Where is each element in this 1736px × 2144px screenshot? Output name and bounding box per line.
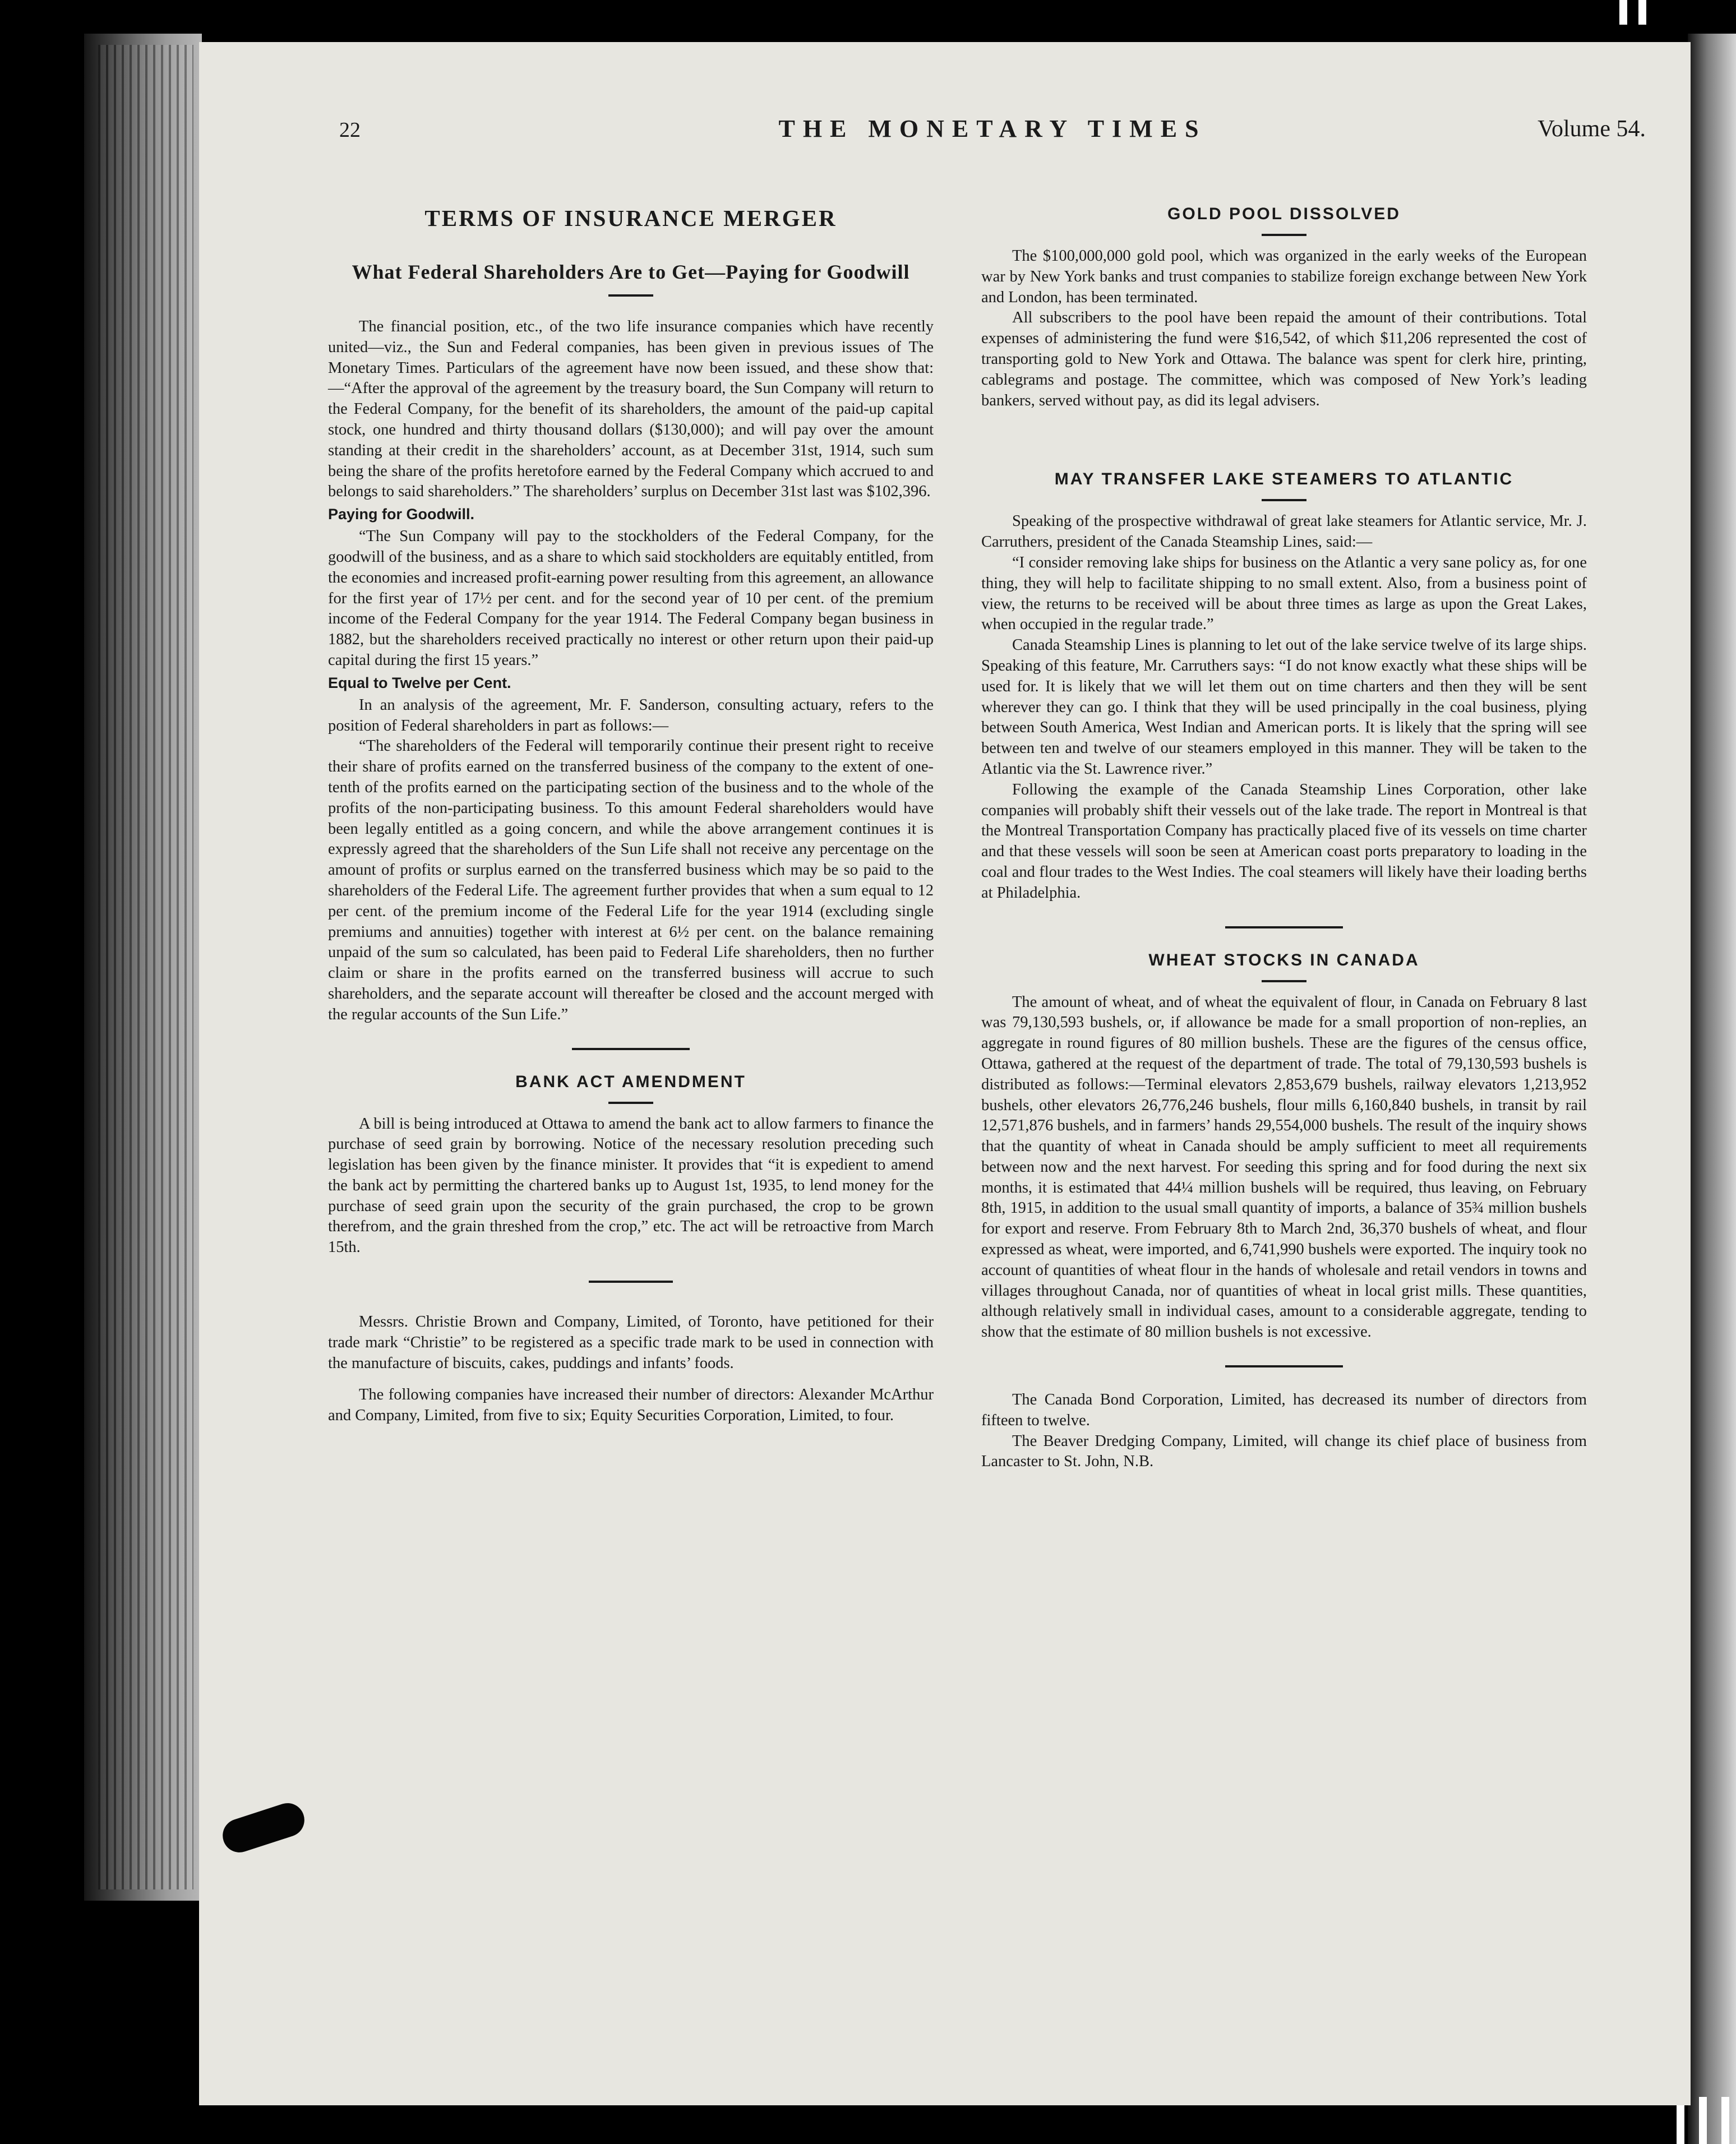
twelve-per-cent-subheading: Equal to Twelve per Cent. — [328, 674, 511, 691]
bank-act-paragraph: A bill is being introduced at Ottawa to amend the bank act to allow farmers to finance the purchase of seed grain by borrowing. Notice of the necessary resolution preceding such legislation has been given by the finance minister. It provides that “it is expedient to amend the bank act by permitting the chartered banks up to August 1st, 1935, to lend money for the purchase of seed grain upon the security of the grain purchased, the crop to be grown therefrom, and the grain threshed from the crop,” etc. The act will be retroactive from March 15th. — [328, 1115, 934, 1256]
lake-steamers-paragraph-3: Canada Steamship Lines is planning to let out of the lake service twelve of its large ships. Speaking of this feature, Mr. Carruthers says: “I do not know exactly what these ships will be used for. It is likely that we will let them out on time charters and then they will be sent wherever they can go. I think that they will be used principally in the coal business, plying between South America, West Indian and American ports. It is likely that the spring will see between ten and twelve of our steamers employed in this manner. They will be taken to the Atlantic via the St. Lawrence river.” — [981, 636, 1587, 778]
page-header — [339, 115, 1646, 151]
section-divider — [1262, 980, 1306, 982]
lake-steamers-paragraph-4: Following the example of the Canada Steamship Lines Corporation, other lake companies will probably shift their vessels out of the lake trade. The report in Montreal is that the Montreal Transportation Company has practically placed five of its vessels on time charter and that these vessels will soon be seen at American coast ports preparatory to loading in the coal and flour trades to the West Indies. The coal steamers will likely have their loading berths at Philadelphia. — [981, 780, 1587, 902]
section-divider — [1262, 234, 1306, 236]
film-marker-top-2 — [1638, 0, 1646, 25]
section-divider — [1262, 499, 1306, 501]
film-marker-bottom-3 — [1721, 2097, 1729, 2144]
film-marker-top-1 — [1619, 0, 1627, 25]
facing-page-edge — [1688, 34, 1736, 2144]
section-divider — [1225, 1365, 1343, 1367]
goodwill-subheading: Paying for Goodwill. — [328, 506, 475, 523]
insurance-merger-subtitle: What Federal Shareholders Are to Get—Paying for Goodwill — [352, 261, 910, 283]
bank-act-title: BANK ACT AMENDMENT — [515, 1072, 746, 1091]
lake-steamers-title: MAY TRANSFER LAKE STEAMERS TO ATLANTIC — [1054, 470, 1514, 489]
volume-label: Volume 54. — [1538, 116, 1646, 142]
wheat-stocks-paragraph: The amount of wheat, and of wheat the equivalent of flour, in Canada on February 8 last was 79,130,593 bushels, or, if allowance be made for a small proportion of non-replies, an aggregate in round figures of 80 million bushels. These are the figures of the census office, Ottawa, gathered at the request of the department of trade. The total of 79,130,593 bushels is distributed as follows:—Terminal elevators 2,853,679 bushels, railway elevators 1,213,952 bushels, other elevators 26,776,246 bushels, flour mills 6,160,840 bushels, in transit by rail 12,571,876 bushels, and in farmers’ hands 29,554,000 bushels. The result of the inquiry shows that the quantity of wheat in Canada should be amply sufficient to meet all requirements between now and the next harvest. For seeding this spring and for food during the next six months, it is estimated that 44¼ million bushels will be required, thus leaving, on February 8th, 1915, in addition to the usual small quantity of imports, a balance of 35¾ million bushels for export and reserve. From February 8th to March 2nd, 36,370 bushels of wheat, and flour expressed as wheat, were imported, and 6,741,990 bushels were exported. The inquiry took no account of quantities of wheat flour in the hands of wholesale and retail vendors in towns and villages throughout Canada, nor of quantities of wheat in local grist mills. These quantities, although relatively small in individual cases, amount to a considerable aggregate, tending to show that the estimate of 80 million bushels is not excessive. — [981, 993, 1587, 1341]
film-marker-bottom-2 — [1699, 2097, 1707, 2144]
merger-paragraph-1: The financial position, etc., of the two life insurance companies which have recently united—viz., the Sun and Federal companies, has been given in previous issues of The Monetary Times. Particulars of the agreement have now been issued, and these show that:—“After the approval of the agreement by the treasury board, the Sun Company will return to the Federal Company, for the benefit of its shareholders, the amount of the paid-up capital stock, one hundred and thirty thousand dollars ($130,000); and will pay over the amount standing at their credit in the shareholders’ account, as at December 31st, 1914, such sum being the share of the profits heretofore earned by the Federal Company which accrued to and belongs to said shareholders.” The shareholders’ surplus on December 31st last was $102,396. — [328, 318, 934, 501]
christie-paragraph: Messrs. Christie Brown and Company, Limited, of Toronto, have petitioned for their trade mark “Christie” to be registered as a specific trade mark to be used in connection with the manufacture of biscuits, cakes, puddings and infants’ foods. — [328, 1313, 934, 1372]
page-stack-edges — [98, 45, 193, 1889]
section-divider — [1225, 926, 1343, 928]
magazine-page — [199, 42, 1691, 2105]
section-divider — [608, 1102, 653, 1104]
canada-bond-paragraph: The Canada Bond Corporation, Limited, has decreased its number of directors from fifteen to twelve. — [981, 1391, 1587, 1429]
beaver-dredging-paragraph: The Beaver Dredging Company, Limited, will change its chief place of business from Lancaster to St. John, N.B. — [981, 1432, 1587, 1471]
merger-paragraph-2: “The Sun Company will pay to the stockholders of the Federal Company, for the goodwill of the business, and as a share to which said stockholders are equitably entitled, from the economies and increased profit-earning power resulting from this agreement, an allowance for the first year of 17½ per cent. and for the second year of 10 per cent. of the premium income of the Federal Company for the year 1914. The Federal Company began business in 1882, but the shareholders received practically no interest or other return upon their paid-up capital during the first 15 years.” — [328, 528, 934, 669]
right-column — [981, 205, 1587, 2055]
merger-paragraph-4: “The shareholders of the Federal will temporarily continue their present right to receive their share of profits earned on the transferred business of the company to the extent of one-tenth of the profits earned on the participating section of the business and to the whole of the profits of the non-participating business. To this amount Federal shareholders would have been legally entitled as a going concern, and while the above arrangement continues it is expressly agreed that the shareholders of the Sun Life shall not receive any percentage on the amount of profits or surplus earned on the transferred business which may be so paid to the shareholders of the Federal Life. The agreement further provides that when a sum equal to 12 per cent. of the premium income of the Federal Life for the year 1914 (excluding single premiums and annuities) together with interest at 6½ per cent. on the balance remaining unpaid of the sum so calculated, has been paid to Federal Life shareholders, then no further claim or share in the profits earned on the transferred business will accrue to such shareholders, and the separate account will thereafter be closed and the account merged with the regular accounts of the Sun Life.” — [328, 737, 934, 1023]
section-divider — [572, 1048, 690, 1050]
masthead-title: THE MONETARY TIMES — [778, 115, 1207, 142]
insurance-merger-title: TERMS OF INSURANCE MERGER — [424, 205, 837, 231]
merger-paragraph-3: In an analysis of the agreement, Mr. F. Sanderson, consulting actuary, refers to the position of Federal shareholders in part as follows:— — [328, 696, 934, 734]
lake-steamers-paragraph-1: Speaking of the prospective withdrawal of great lake steamers for Atlantic service, Mr. J. Carruthers, president of the Canada Steamship Lines, said:— — [981, 512, 1587, 551]
wheat-stocks-title: WHEAT STOCKS IN CANADA — [1148, 950, 1420, 969]
gold-pool-paragraph-2: All subscribers to the pool have been repaid the amount of their contributions. Total expenses of administering the fund were $16,542, of which $11,206 represented the cost of transporting gold to New York and Ottawa. The balance was spent for clerk hire, printing, cablegrams and postage. The committee, which was composed of New York’s leading bankers, served without pay, as did its legal advisers. — [981, 309, 1587, 409]
directors-paragraph: The following companies have increased their number of directors: Alexander McArthur and Company, Limited, from five to six; Equity Securities Corporation, Limited, to four. — [328, 1386, 934, 1425]
gold-pool-title: GOLD POOL DISSOLVED — [1167, 205, 1401, 223]
page-number: 22 — [339, 118, 361, 142]
left-column — [328, 205, 934, 2055]
lake-steamers-paragraph-2: “I consider removing lake ships for business on the Atlantic a very sane policy as, for one thing, they will help to facilitate shipping to no small extent. Also, from a business point of view, the returns to be received will be about three times as large as upon the Great Lakes, when occupied in the regular trade.” — [981, 553, 1587, 634]
section-divider — [589, 1281, 673, 1283]
gold-pool-paragraph-1: The $100,000,000 gold pool, which was organized in the early weeks of the European war by New York banks and trust companies to stabilize foreign exchange between New York and London, has been terminated. — [981, 247, 1587, 306]
section-divider — [608, 294, 653, 297]
